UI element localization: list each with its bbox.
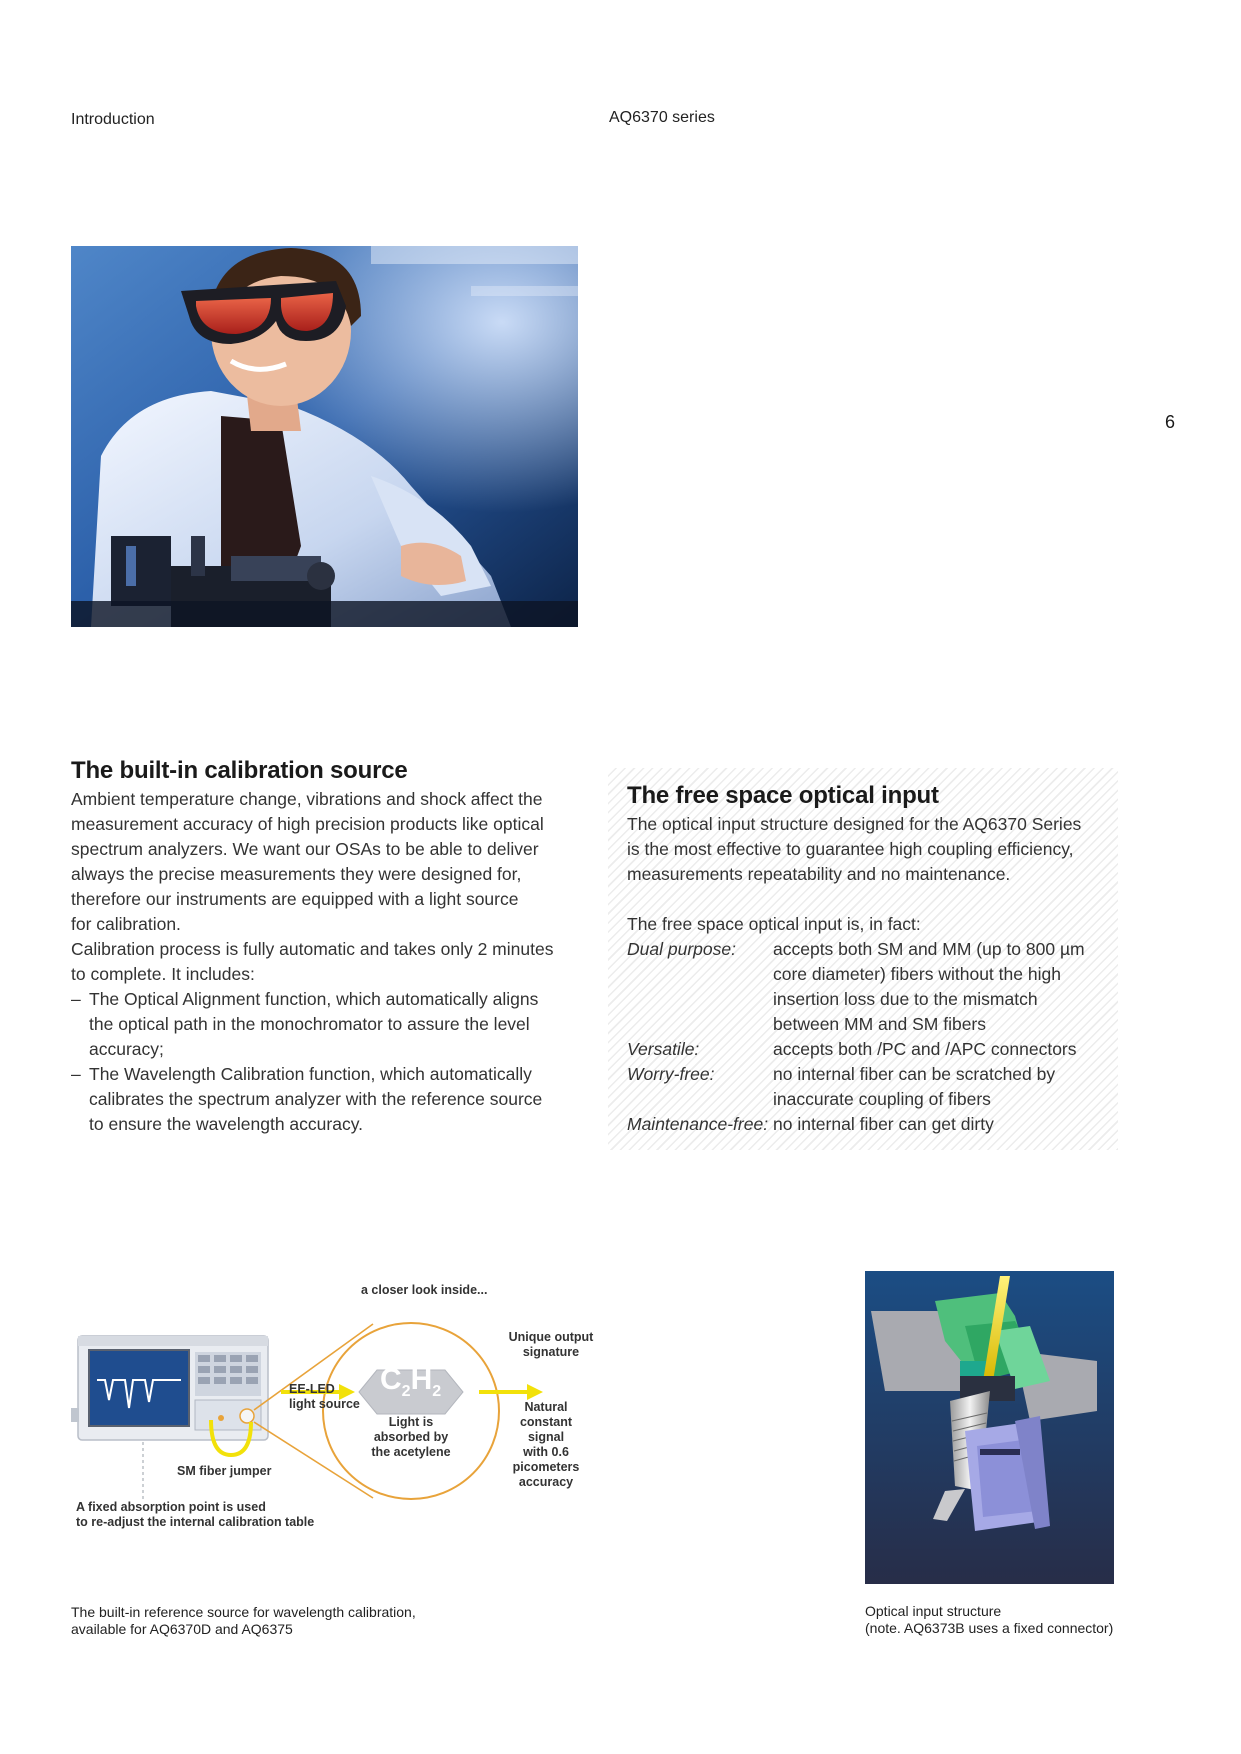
series-header: AQ6370 series xyxy=(609,109,715,126)
formula-c-sub: 2 xyxy=(401,1383,411,1400)
label-line: Natural xyxy=(524,1400,568,1414)
absorbed-label xyxy=(361,1415,461,1460)
calibration-section xyxy=(71,757,591,1137)
label-line: accuracy xyxy=(518,1475,574,1489)
bullet-dash: – xyxy=(71,989,81,1009)
definition-line: inaccurate coupling of fibers xyxy=(773,1089,991,1109)
definition-term: Maintenance-free: xyxy=(627,1114,769,1134)
label-line: constant xyxy=(519,1415,573,1429)
scientist-photo xyxy=(71,246,578,627)
label-line: Light is xyxy=(388,1415,434,1429)
bullet-line: accuracy; xyxy=(89,1039,164,1059)
molecule-formula xyxy=(380,1364,441,1408)
ee-led-label xyxy=(289,1382,379,1412)
bullet-line: the optical path in the monochromator to assure the level xyxy=(89,1014,530,1034)
definition-line: between MM and SM fibers xyxy=(773,1014,987,1034)
definition-line: no internal fiber can get dirty xyxy=(773,1114,994,1134)
fixed-point-label xyxy=(76,1500,376,1530)
caption-line: The built-in reference source for wavelength calibration, xyxy=(71,1604,416,1620)
definition-term: Worry-free: xyxy=(627,1064,715,1084)
intro-line: is the most effective to guarantee high coupling efficiency, xyxy=(627,839,1074,859)
label-line: light source xyxy=(289,1397,360,1411)
formula-c: C xyxy=(380,1363,402,1396)
bullet-dash: – xyxy=(71,1064,81,1084)
para-line: spectrum analyzers. We want our OSAs to be able to deliver xyxy=(71,839,539,859)
label-line: absorbed by xyxy=(373,1430,449,1444)
definition-line: accepts both /PC and /APC connectors xyxy=(773,1039,1077,1059)
formula-h-sub: 2 xyxy=(432,1383,442,1400)
closer-look-label: a closer look inside... xyxy=(361,1283,488,1297)
label-line: with 0.6 xyxy=(523,1445,569,1459)
bullet-line: calibrates the spectrum analyzer with the reference source xyxy=(89,1089,543,1109)
definition-term: Versatile: xyxy=(627,1039,700,1059)
unique-output-label xyxy=(491,1330,611,1360)
label-line: Unique output xyxy=(508,1330,594,1344)
diagram-caption xyxy=(71,1604,491,1638)
label-line: signature xyxy=(522,1345,580,1359)
bullet-item xyxy=(71,1062,591,1137)
formula-h: H xyxy=(410,1363,433,1396)
definition-row xyxy=(627,1062,1117,1112)
label-line: to re-adjust the internal calibration table xyxy=(76,1515,315,1529)
definition-line: core diameter) fibers without the high xyxy=(773,964,1061,984)
calibration-body xyxy=(71,787,591,1137)
free-space-body xyxy=(627,812,1117,1137)
section-header: Introduction xyxy=(71,111,155,128)
bullet-line: The Optical Alignment function, which automatically aligns xyxy=(89,989,539,1009)
bullet-item xyxy=(71,987,591,1062)
definition-row xyxy=(627,937,1117,1037)
definition-row xyxy=(627,1037,1117,1062)
definition-row xyxy=(627,1112,1117,1137)
label-line: signal xyxy=(527,1430,565,1444)
free-space-title: The free space optical input xyxy=(627,782,939,809)
definition-line: no internal fiber can be scratched by xyxy=(773,1064,1056,1084)
calibration-diagram xyxy=(71,1280,631,1530)
para-line: always the precise measurements they were designed for, xyxy=(71,864,522,884)
lead-line: The free space optical input is, in fact: xyxy=(627,914,921,934)
label-line: EE-LED xyxy=(289,1382,335,1396)
para-line: measurement accuracy of high precision products like optical xyxy=(71,814,544,834)
label-line: A fixed absorption point is used xyxy=(76,1500,266,1514)
definition-line: insertion loss due to the mismatch xyxy=(773,989,1038,1009)
para-line: therefore our instruments are equipped with a light source xyxy=(71,889,519,909)
label-line: picometers xyxy=(512,1460,580,1474)
para-line: for calibration. xyxy=(71,914,181,934)
caption-line: (note. AQ6373B uses a fixed connector) xyxy=(865,1620,1114,1636)
label-line: the acetylene xyxy=(371,1445,451,1459)
optical-input-render xyxy=(865,1271,1114,1584)
page-number: 6 xyxy=(1165,412,1176,432)
osa-screen xyxy=(89,1350,189,1426)
natural-signal-label xyxy=(501,1400,591,1490)
sm-fiber-label: SM fiber jumper xyxy=(177,1464,272,1478)
intro-line: The optical input structure designed for the AQ6370 Series xyxy=(627,814,1082,834)
bullet-line: The Wavelength Calibration function, which automatically xyxy=(89,1064,532,1084)
bullet-line: to ensure the wavelength accuracy. xyxy=(89,1114,364,1134)
free-space-section xyxy=(627,782,1117,1137)
definition-line: accepts both SM and MM (up to 800 µm xyxy=(773,939,1085,959)
intro-line: measurements repeatability and no maintenance. xyxy=(627,864,1011,884)
para-line: to complete. It includes: xyxy=(71,964,255,984)
caption-line: available for AQ6370D and AQ6375 xyxy=(71,1621,293,1637)
caption-line: Optical input structure xyxy=(865,1603,1002,1619)
optical-input-caption xyxy=(865,1603,1165,1637)
calibration-title: The built-in calibration source xyxy=(71,757,408,784)
definition-term: Dual purpose: xyxy=(627,939,736,959)
para-line: Ambient temperature change, vibrations and shock affect the xyxy=(71,789,543,809)
para-line: Calibration process is fully automatic and takes only 2 minutes xyxy=(71,939,554,959)
